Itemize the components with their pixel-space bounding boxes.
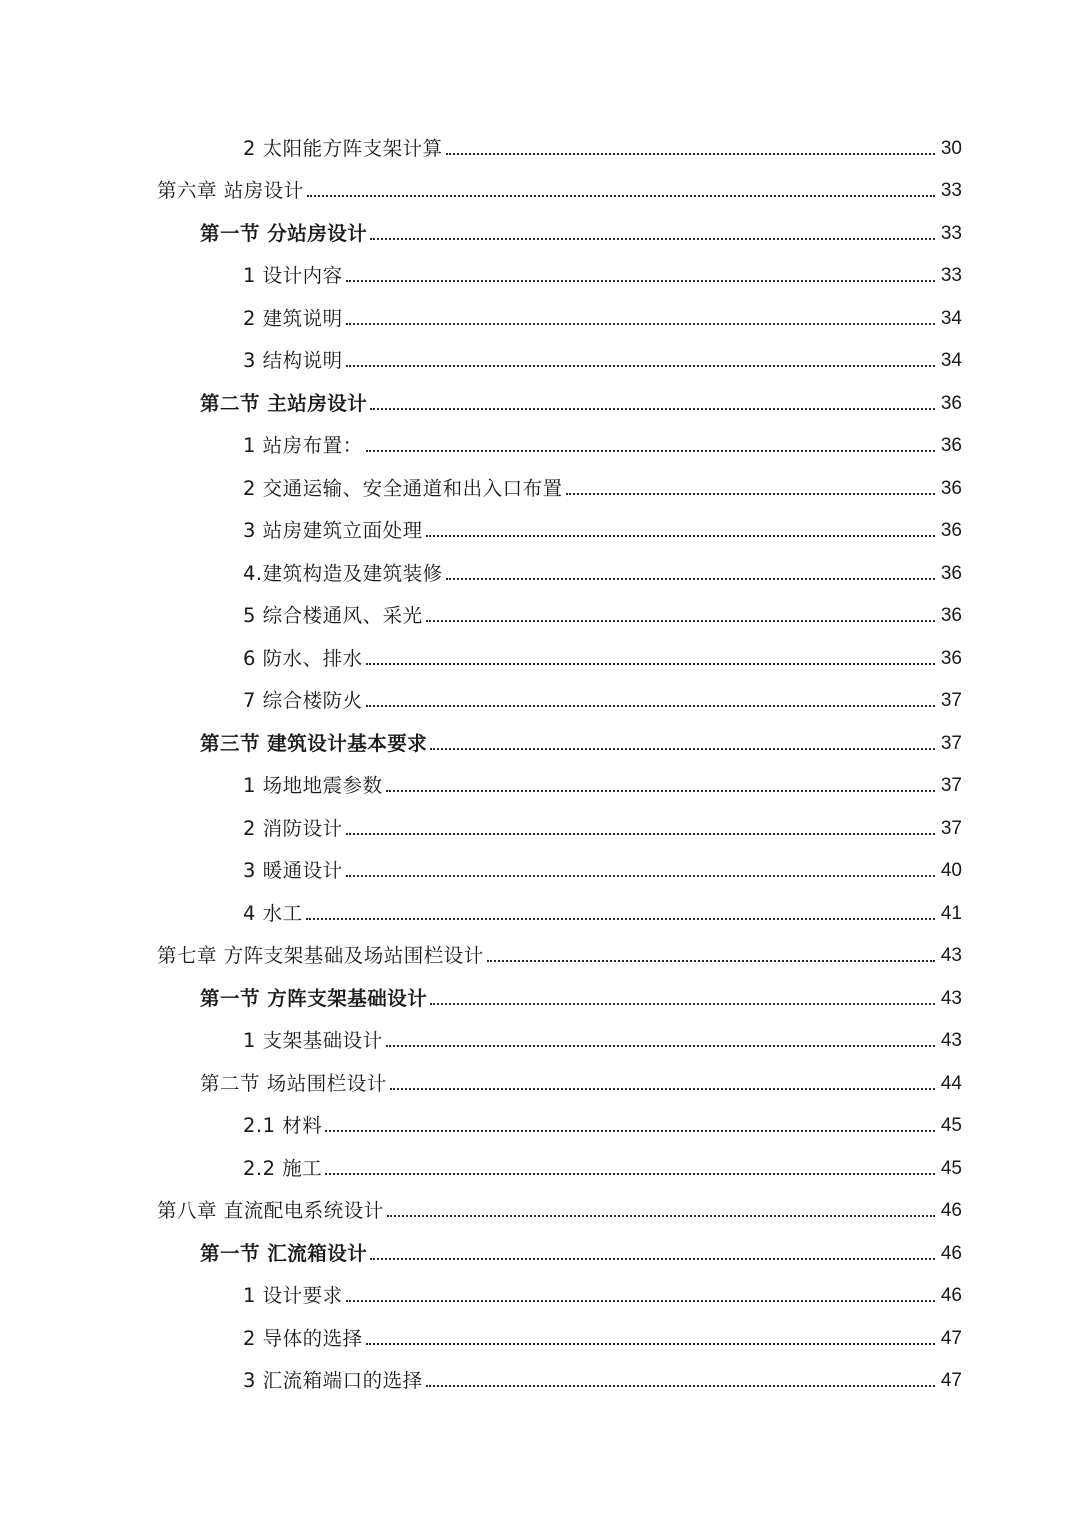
toc-page-number: 45	[940, 1157, 962, 1179]
toc-entry[interactable]	[0, 798, 1080, 841]
toc-entry-title: 1 场地地震参数	[243, 774, 383, 797]
toc-entry-title: 3 站房建筑立面处理	[243, 519, 423, 542]
toc-page-number: 34	[940, 307, 962, 329]
dot-leader	[346, 875, 935, 877]
dot-leader	[446, 578, 935, 580]
toc-page-number: 36	[940, 520, 962, 541]
toc-page-number: 47	[940, 1327, 962, 1349]
toc-entry-title: 第一节 方阵支架基础设计	[200, 986, 428, 1010]
toc-entry[interactable]	[0, 713, 1080, 756]
dot-leader	[325, 1173, 935, 1175]
toc-entry-title: 3 暖通设计	[243, 859, 343, 882]
toc-page-number: 37	[940, 817, 962, 839]
dot-leader	[346, 365, 935, 367]
toc-entry[interactable]	[0, 968, 1080, 1011]
dot-leader	[370, 408, 935, 410]
toc-entry-title: 第一节 分站房设计	[200, 221, 368, 245]
dot-leader	[426, 535, 935, 537]
toc-page-number: 36	[940, 562, 962, 584]
dot-leader	[366, 663, 935, 665]
toc-entry-title: 第三节 建筑设计基本要求	[200, 731, 428, 755]
toc-entry-title: 4 水工	[243, 901, 303, 925]
toc-page-number: 45	[940, 1115, 962, 1136]
toc-page-number: 43	[940, 945, 962, 966]
dot-leader	[346, 323, 935, 325]
dot-leader	[325, 1130, 935, 1132]
toc-entry[interactable]	[0, 1138, 1080, 1181]
toc-entry-title: 1 支架基础设计	[243, 1029, 383, 1052]
toc-page-number: 36	[940, 477, 962, 499]
toc-entry[interactable]	[0, 586, 1080, 629]
dot-leader	[366, 1343, 935, 1345]
dot-leader	[346, 280, 935, 282]
toc-entry-title: 第七章 方阵支架基础及场站围栏设计	[157, 944, 484, 967]
toc-page-number: 33	[940, 180, 962, 201]
toc-entry[interactable]	[0, 756, 1080, 799]
toc-entry[interactable]	[0, 458, 1080, 501]
toc-entry-title: 2.1 材料	[243, 1114, 323, 1137]
toc-entry-title: 3 结构说明	[243, 349, 343, 372]
toc-entry[interactable]	[0, 883, 1080, 926]
toc-page-number: 36	[940, 392, 962, 414]
toc-page-number: 34	[940, 350, 962, 371]
toc-entry[interactable]	[0, 288, 1080, 331]
toc-entry-title: 4.建筑构造及建筑装修	[243, 561, 443, 585]
toc-entry[interactable]	[0, 373, 1080, 416]
toc-entry-title: 2 消防设计	[243, 816, 343, 840]
dot-leader	[426, 620, 935, 622]
dot-leader	[390, 1088, 935, 1090]
toc-entry[interactable]	[0, 1096, 1080, 1139]
toc-entry-title: 第一节 汇流箱设计	[200, 1241, 368, 1265]
toc-entry-title: 5 综合楼通风、采光	[243, 604, 423, 627]
toc-entry-title: 1 设计要求	[243, 1284, 343, 1307]
toc-entry-title: 7 综合楼防火	[243, 689, 363, 712]
toc-page-number: 33	[940, 222, 962, 244]
dot-leader	[430, 748, 935, 750]
dot-leader	[370, 1258, 935, 1260]
toc-entry-title: 1 设计内容	[243, 264, 343, 287]
toc-page-number: 43	[940, 1030, 962, 1051]
toc-page-number: 46	[940, 1242, 962, 1264]
toc-entry[interactable]	[0, 1011, 1080, 1054]
toc-entry-title: 2 建筑说明	[243, 306, 343, 330]
dot-leader	[366, 450, 935, 452]
toc-page-number: 37	[940, 775, 962, 796]
toc-page-number: 46	[940, 1285, 962, 1306]
toc-entry[interactable]	[0, 1053, 1080, 1096]
dot-leader	[306, 918, 935, 920]
dot-leader	[370, 238, 935, 240]
toc-entry[interactable]	[0, 161, 1080, 204]
toc-page-number: 36	[940, 647, 962, 669]
toc-entry-title: 2 交通运输、安全通道和出入口布置	[243, 476, 563, 500]
toc-entry-title: 第二节 主站房设计	[200, 391, 368, 415]
dot-leader	[387, 1215, 935, 1217]
dot-leader	[346, 1300, 935, 1302]
dot-leader	[566, 493, 935, 495]
toc-entry[interactable]	[0, 1181, 1080, 1224]
toc-page-number: 36	[940, 435, 962, 456]
toc-entry[interactable]	[0, 246, 1080, 289]
toc-page-number: 41	[940, 902, 962, 924]
toc-entry[interactable]	[0, 416, 1080, 459]
dot-leader	[487, 960, 935, 962]
toc-entry-title: 6 防水、排水	[243, 646, 363, 670]
toc-entry-title: 3 汇流箱端口的选择	[243, 1369, 423, 1392]
dot-leader	[426, 1385, 935, 1387]
toc-page-number: 33	[940, 265, 962, 286]
toc-entry[interactable]	[0, 841, 1080, 884]
toc-page-number: 40	[940, 860, 962, 881]
dot-leader	[386, 1045, 935, 1047]
toc-page-number: 37	[940, 732, 962, 754]
dot-leader	[366, 705, 935, 707]
toc-page-number: 47	[940, 1370, 962, 1391]
toc-entry-title: 2 导体的选择	[243, 1326, 363, 1350]
toc-entry-title: 第六章 站房设计	[157, 179, 304, 202]
toc-page-number: 46	[940, 1200, 962, 1221]
toc-entry[interactable]	[0, 501, 1080, 544]
toc-entry[interactable]	[0, 628, 1080, 671]
dot-leader	[386, 790, 935, 792]
dot-leader	[307, 195, 935, 197]
toc-page-number: 44	[940, 1072, 962, 1094]
toc-entry-title: 第二节 场站围栏设计	[200, 1071, 387, 1095]
toc-entry[interactable]	[0, 926, 1080, 969]
toc-page-number: 36	[940, 605, 962, 626]
toc-page-number: 43	[940, 987, 962, 1009]
toc-entry-title: 第八章 直流配电系统设计	[157, 1199, 384, 1222]
toc-entry[interactable]	[0, 671, 1080, 714]
toc-entry[interactable]	[0, 1351, 1080, 1394]
toc-entry-title: 2.2 施工	[243, 1156, 323, 1180]
toc-entry[interactable]	[0, 543, 1080, 586]
dot-leader	[346, 833, 935, 835]
toc-page-number: 37	[940, 690, 962, 711]
toc-entry[interactable]	[0, 118, 1080, 161]
toc-entry[interactable]	[0, 1223, 1080, 1266]
toc-page-number: 30	[940, 137, 962, 159]
toc-entry[interactable]	[0, 1266, 1080, 1309]
toc-entry-title: 2 太阳能方阵支架计算	[243, 136, 443, 160]
table-of-contents	[0, 118, 1080, 1393]
toc-entry-title: 1 站房布置：	[243, 434, 363, 457]
toc-entry[interactable]	[0, 203, 1080, 246]
dot-leader	[446, 153, 935, 155]
toc-entry[interactable]	[0, 331, 1080, 374]
toc-entry[interactable]	[0, 1308, 1080, 1351]
dot-leader	[430, 1003, 935, 1005]
